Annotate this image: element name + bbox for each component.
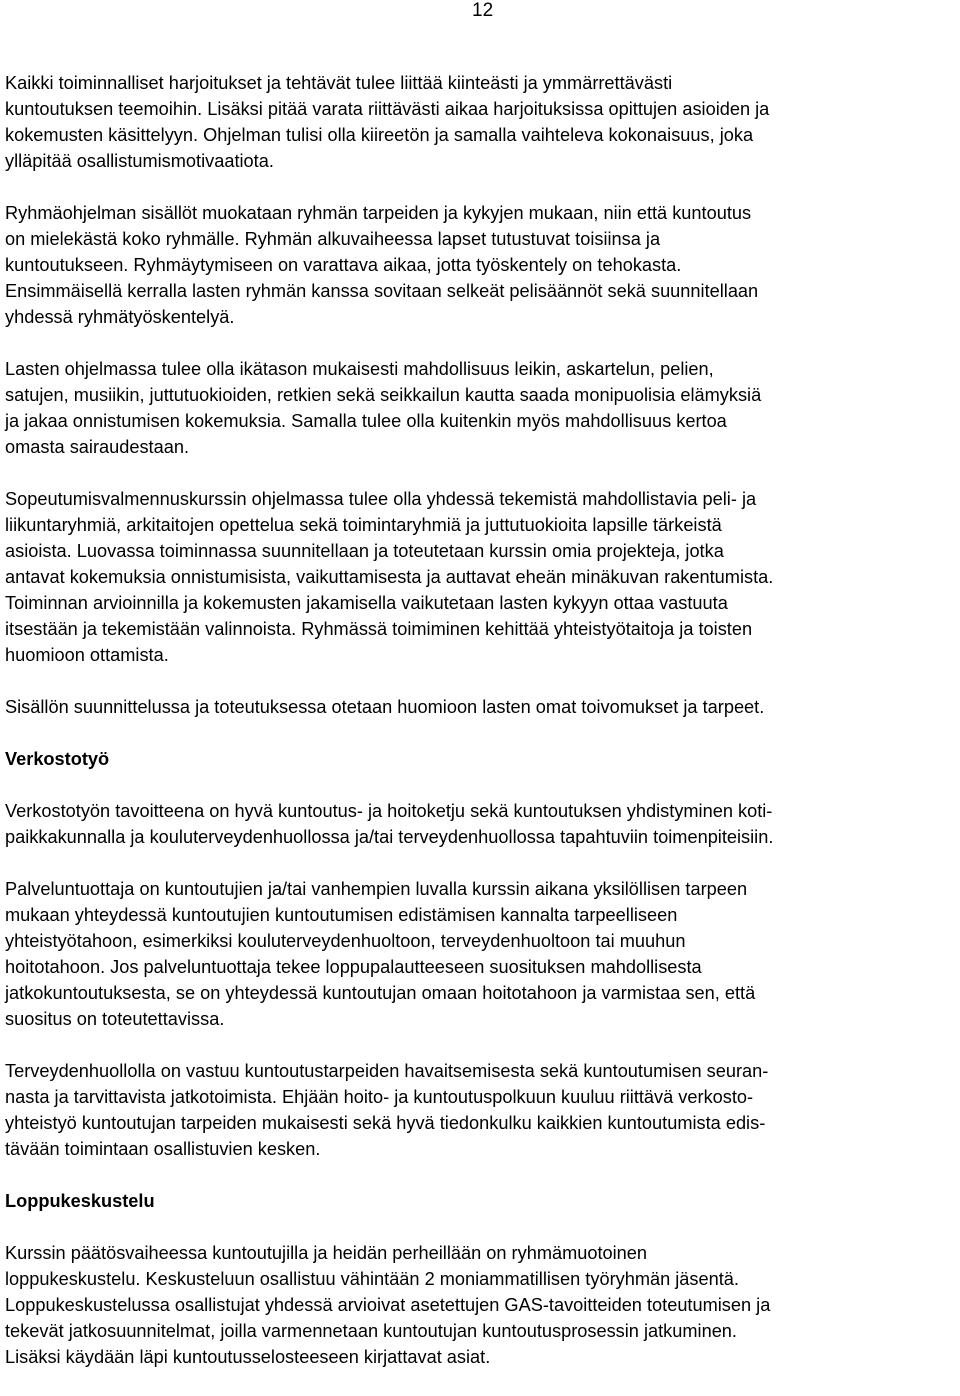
- paragraph: [5, 200, 955, 330]
- text-line: Ryhmäohjelman sisällöt muokataan ryhmän tarpeiden ja kykyjen mukaan, niin että kuntoutus: [5, 203, 752, 223]
- paragraph: [5, 876, 955, 1032]
- text-line: omasta sairaudestaan.: [5, 437, 190, 457]
- text-line: hoitotahoon. Jos palveluntuottaja tekee loppupalautteeseen suosituksen mahdollisesta: [5, 957, 702, 977]
- text-line: antavat kokemuksia onnistumisista, vaikuttamisesta ja auttavat eheän minäkuvan rakentumista.: [5, 567, 774, 587]
- text-line: Loppukeskustelussa osallistujat yhdessä arvioivat asetettujen GAS-tavoitteiden toteutumisen ja: [5, 1295, 771, 1315]
- text-line: tävään toimintaan osallistuvien kesken.: [5, 1139, 321, 1159]
- text-line: Kurssin päätösvaiheessa kuntoutujilla ja heidän perheillään on ryhmämuotoinen: [5, 1243, 648, 1263]
- document-body: [5, 70, 955, 1396]
- text-line: tekevät jatkosuunnitelmat, joilla varmennetaan kuntoutujan kuntoutusprosessin jatkuminen.: [5, 1321, 737, 1341]
- text-line: liikuntaryhmiä, arkitaitojen opettelua sekä toimintaryhmiä ja juttutuokioita lapsille tärkeistä: [5, 515, 722, 535]
- text-line: yhteistyö kuntoutujan tarpeiden mukaisesti sekä hyvä tiedonkulku kaikkien kuntoutumista edis-: [5, 1113, 766, 1133]
- text-line: Toiminnan arvioinnilla ja kokemusten jakamisella vaikutetaan lasten kykyyn ottaa vastuuta: [5, 593, 728, 613]
- text-line: suositus on toteutettavissa.: [5, 1009, 225, 1029]
- text-line: Verkostotyön tavoitteena on hyvä kuntoutus- ja hoitoketju sekä kuntoutuksen yhdistyminen koti-: [5, 801, 773, 821]
- text-line: ja jakaa onnistumisen kokemuksia. Samalla tulee olla kuitenkin myös mahdollisuus kertoa: [5, 411, 727, 431]
- text-line: Kaikki toiminnalliset harjoitukset ja tehtävät tulee liittää kiinteästi ja ymmärrettävästi: [5, 73, 673, 93]
- text-line: ylläpitää osallistumismotivaatiota.: [5, 151, 274, 171]
- text-line: mukaan yhteydessä kuntoutujien kuntoutumisen edistämisen kannalta tarpeelliseen: [5, 905, 678, 925]
- text-line: loppukeskustelu. Keskusteluun osallistuu vähintään 2 moniammatillisen työryhmän jäsentä.: [5, 1269, 739, 1289]
- text-line: kuntoutuksen teemoihin. Lisäksi pitää varata riittävästi aikaa harjoituksissa opittujen asioiden ja: [5, 99, 770, 119]
- text-line: Ensimmäisellä kerralla lasten ryhmän kanssa sovitaan selkeät pelisäännöt sekä suunnitellaan: [5, 281, 759, 301]
- text-line: yhteistyötahoon, esimerkiksi kouluterveydenhuoltoon, terveydenhuoltoon tai muuhun: [5, 931, 686, 951]
- text-line: Palveluntuottaja on kuntoutujien ja/tai vanhempien luvalla kurssin aikana yksilöllisen tarpeen: [5, 879, 748, 899]
- paragraph: [5, 798, 955, 850]
- text-line: satujen, musiikin, juttutuokioiden, retkien sekä seikkailun kautta saada monipuolisia elämyksiä: [5, 385, 762, 405]
- text-line: huomioon ottamista.: [5, 645, 169, 665]
- text-line: Terveydenhuollolla on vastuu kuntoutustarpeiden havaitsemisesta sekä kuntoutumisen seuran-: [5, 1061, 769, 1081]
- text-line: nasta ja tarvittavista jatkotoimista. Ehjään hoito- ja kuntoutuspolkuun kuuluu riittävä verkosto-: [5, 1087, 754, 1107]
- text-line: itsestään ja tekemistään valinnoista. Ryhmässä toimiminen kehittää yhteistyötaitoja ja toisten: [5, 619, 753, 639]
- text-line: on mielekästä koko ryhmälle. Ryhmän alkuvaiheessa lapset tutustuvat toisiinsa ja: [5, 229, 661, 249]
- section-heading: Verkostotyö: [5, 749, 110, 769]
- text-line: paikkakunnalla ja kouluterveydenhuollossa ja/tai terveydenhuollossa tapahtuviin toimenpiteisiin.: [5, 827, 774, 847]
- section-heading: Loppukeskustelu: [5, 1191, 155, 1211]
- text-line: yhdessä ryhmätyöskentelyä.: [5, 307, 235, 327]
- paragraph: [5, 70, 955, 174]
- paragraph: [5, 486, 955, 668]
- text-line: Sopeutumisvalmennuskurssin ohjelmassa tulee olla yhdessä tekemistä mahdollistavia peli- ja: [5, 489, 757, 509]
- paragraph: [5, 356, 955, 460]
- text-line: asioista. Luovassa toiminnassa suunnitellaan ja toteutetaan kurssin omia projekteja, jotka: [5, 541, 724, 561]
- paragraph: [5, 694, 955, 720]
- paragraph: [5, 1058, 955, 1162]
- text-line: Sisällön suunnittelussa ja toteutuksessa otetaan huomioon lasten omat toivomukset ja tarpeet.: [5, 697, 765, 717]
- text-line: kuntoutukseen. Ryhmäytymiseen on varattava aikaa, jotta työskentely on tehokasta.: [5, 255, 682, 275]
- text-line: jatkokuntoutuksesta, se on yhteydessä kuntoutujan omaan hoitotahoon ja varmistaa sen, että: [5, 983, 756, 1003]
- text-line: kokemusten käsittelyyn. Ohjelman tulisi olla kiireetön ja samalla vaihteleva kokonaisuus, joka: [5, 125, 754, 145]
- page-number: 12: [472, 0, 494, 21]
- paragraph: [5, 1240, 955, 1370]
- text-line: Lasten ohjelmassa tulee olla ikätason mukaisesti mahdollisuus leikin, askartelun, pelien,: [5, 359, 714, 379]
- text-line: Lisäksi käydään läpi kuntoutusselosteeseen kirjattavat asiat.: [5, 1347, 491, 1367]
